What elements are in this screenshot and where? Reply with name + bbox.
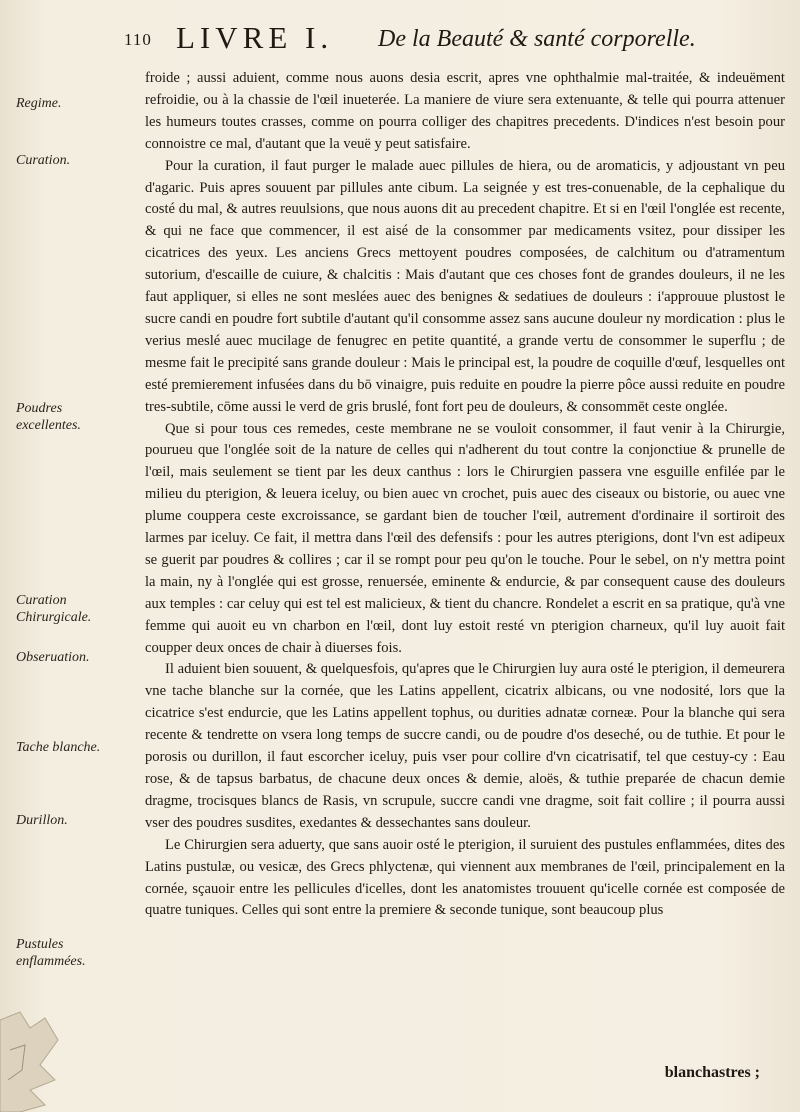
- page-header: [118, 18, 778, 64]
- margin-note: Tache blanche.: [16, 740, 101, 755]
- margin-note: Obseruation.: [16, 650, 90, 665]
- margin-note: Curation.: [16, 153, 71, 168]
- running-title: LIVRE I.: [176, 20, 334, 55]
- margin-note: Regime.: [16, 96, 62, 111]
- page-number: 110: [124, 30, 152, 49]
- margin-note: Pustules enflammées.: [16, 937, 86, 969]
- running-subtitle: De la Beauté & santé corporelle.: [378, 26, 696, 52]
- margin-note: Curation Chirurgicale.: [16, 593, 92, 625]
- torn-corner-decoration: [0, 1010, 120, 1112]
- body-text: [145, 68, 785, 922]
- paragraph: Pour la curation, il faut purger le malade auec pillules de hiera, ou de aromaticis, y adjoustant vn peu d'agaric. Puis apres souuent par pillules ante cibum. La seignée y est tres-conuenable, de la cephalique du costé du mal, & autres reuulsions, que nous auons dit au precedent chapitre. Et si en l'œil l'onglée est recente, & qui ne face que commencer, il est aisé de la consommer par medicaments vsitez, pour dissiper les cicatrices des yeux. Les anciens Grecs mettoyent poudres composées, de calchitum ou d'atramentum sutorium, d'escaille de cuiure, & chalcitis : Mais d'autant que ces choses font de grandes douleurs, il ne les faut appliquer, si elles ne sont meslées auec des benignes & sedatiues de douleurs : i'approuue plustost le sucre candi en poudre fort subtile d'autant qu'il consomme assez sans aucune douleur ny mordication : plus le verius meslé auec mucilage de fenugrec en petite quantité, a grande vertu de consommer le superflu ; de mesme fait le precipité sans grande douleur : Mais le principal est, la poudre de coquille d'œuf, lesquelles ont esté premierement infusées dans du bō vinaigre, puis reduite en poudre la pierre pôce aussi reduite en poudre tres-subtile, cōme aussi le verd de gris bruslé, font fort peu de douleurs, & consommēt ceste onglée.: [145, 157, 785, 415]
- paragraph: froide ; aussi aduient, comme nous auons desia escrit, apres vne ophthalmie mal-traitée, & indeuëment refroidie, ou à la chassie de l'œil inueterée. La maniere de viure sera extenuante, & telle qui pourra attenuer les humeurs toutes crasses, comme on pourra colliger des chapitres precedents. D'indices n'est besoin pour connoistre ce mal, d'autant que la veuë y peut satisfaire.: [145, 70, 785, 152]
- margin-note: Poudres excellentes.: [16, 401, 81, 433]
- margin-note: Durillon.: [16, 813, 68, 828]
- paragraph: Le Chirurgien sera aduerty, que sans auoir osté le pterigion, il suruient des pustules enflammées, dites des Latins pustulæ, ou vesicæ, des Grecs phlyctenæ, qui viennent aux membranes de l'œil, principalement en la cornée, sçauoir entre les pellicules d'icelles, dont les anatomistes trouuent qu'icelle cornée est composée de quatre tuniques. Celles qui sont entre la premiere & seconde tunique, sont beaucoup plus: [145, 836, 785, 919]
- catchword: blanchastres ;: [664, 1064, 760, 1081]
- paragraph: Il aduient bien souuent, & quelquesfois, qu'apres que le Chirurgien luy aura osté le pterigion, il demeurera vne tache blanche sur la cornée, que les Latins appellent, cicatrix albicans, ou vne nodosité, lors que la cicatrice s'est endurcie, que les Latins appellent tophus, ou durities adnatæ corneæ. Pour la blanche qui sera recente & tendrette on vsera long temps de succre candi, ou de poudre d'os deseché, ou de tuthie. Et pour le porosis ou durillon, il faut escorcher iceluy, puis vser pour collire d'vn cicatrisatif, tel que cestuy-cy : Eau rose, & de tapsus barbatus, de chacune deux onces & demie, aloës, & tuthie preparée de chacun demie dragme, trocisques blancs de Rasis, vn scrupule, succre candi vne dragme, soit fait collire ; il pourra aussi vser des poudres susdites, exedantes & dessechantes sans douleur.: [145, 661, 785, 831]
- paragraph: Que si pour tous ces remedes, ceste membrane ne se vouloit consommer, il faut venir à la Chirurgie, pourueu que l'onglée soit de la nature de celles qui n'adherent du tout contre la conjonctiue & prunelle de l'œil, mais seulement se tient par les deux canthus : lors le Chirurgien passera vne esguille enfilée par le milieu du pterigion, & leuera iceluy, ou bien auec vn crochet, puis auec des ciseaux ou bistorie, ou auec vne plume couppera ceste excroissance, se gardant bien de toucher l'œil, autrement d'ordinaire il sortiroit des larmes par iceluy. Ce fait, il mettra dans l'œil des defensifs : pour les autres pterigions, dont l'vn est adipeux se guerit par poudres & collires ; car il se rompt pour peu qu'on le touche. Pour le sebel, on n'y mettra point la main, ny à l'onglée qui est grosse, renuersée, eminente & endurcie, & par consequent cause des douleurs aux temples : car celuy qui est tel est malicieux, & tient du chancre. Rondelet a escrit en sa pratique, qu'à vne femme qui auoit eu vn charbon en l'œil, dont luy estoit resté vn pterigion charneux, qu'il luy auoit fait coupper deux onces de chair à diuerses fois.: [145, 420, 785, 656]
